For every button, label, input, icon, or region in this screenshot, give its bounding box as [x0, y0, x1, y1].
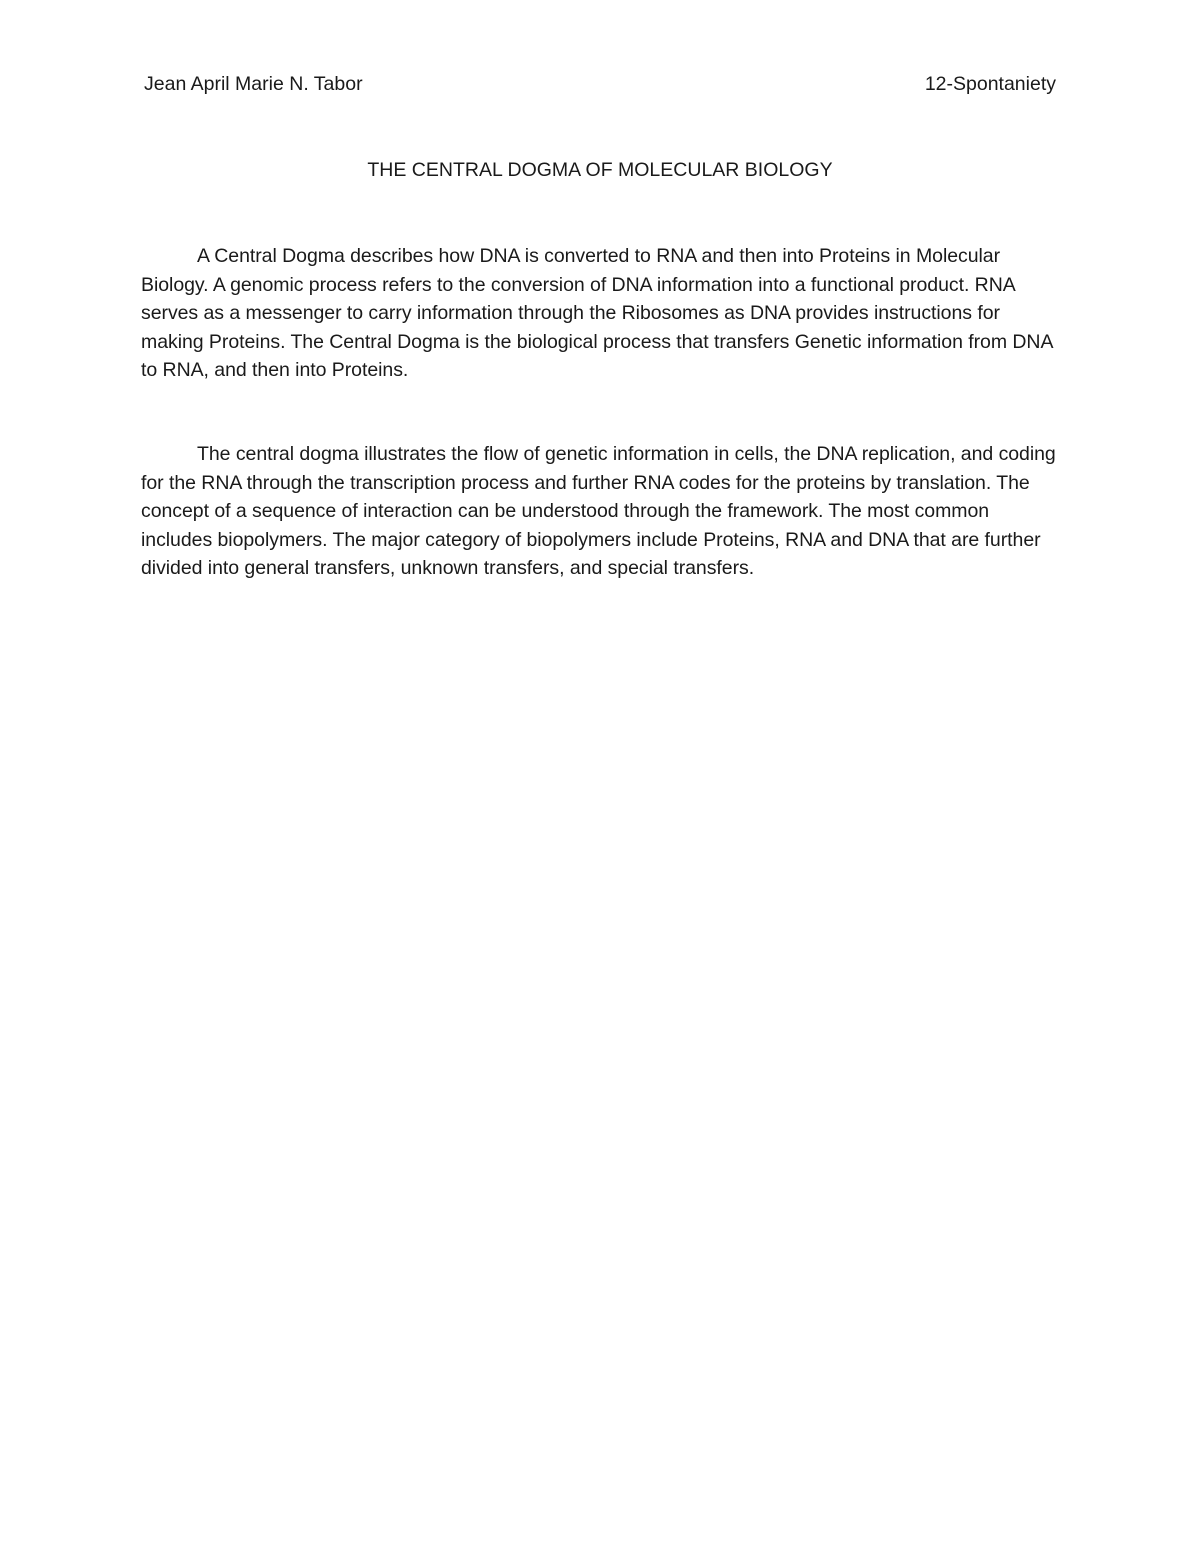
document-title: THE CENTRAL DOGMA OF MOLECULAR BIOLOGY	[367, 159, 833, 181]
body-paragraph-2: The central dogma illustrates the flow of genetic information in cells, the DNA replication, and coding for the RNA through the transcription process and further RNA codes for the proteins by translation. The concept of a sequence of interaction can be understood through the framework. The most common includes biopolymers. The major category of biopolymers include Proteins, RNA and DNA that are further divided into general transfers, unknown transfers, and special transfers.	[141, 443, 1056, 580]
body-paragraph-1: A Central Dogma describes how DNA is converted to RNA and then into Proteins in Molecular Biology. A genomic process refers to the conversion of DNA information into a functional product. RNA serves as a messenger to carry information through the Ribosomes as DNA provides instructions for making Proteins. The Central Dogma is the biological process that transfers Genetic information from DNA to RNA, and then into Proteins.	[141, 245, 1053, 382]
page-header	[144, 70, 1056, 100]
section-name: 12-Spontaniety	[924, 73, 1056, 95]
author-name: Jean April Marie N. Tabor	[144, 73, 363, 95]
